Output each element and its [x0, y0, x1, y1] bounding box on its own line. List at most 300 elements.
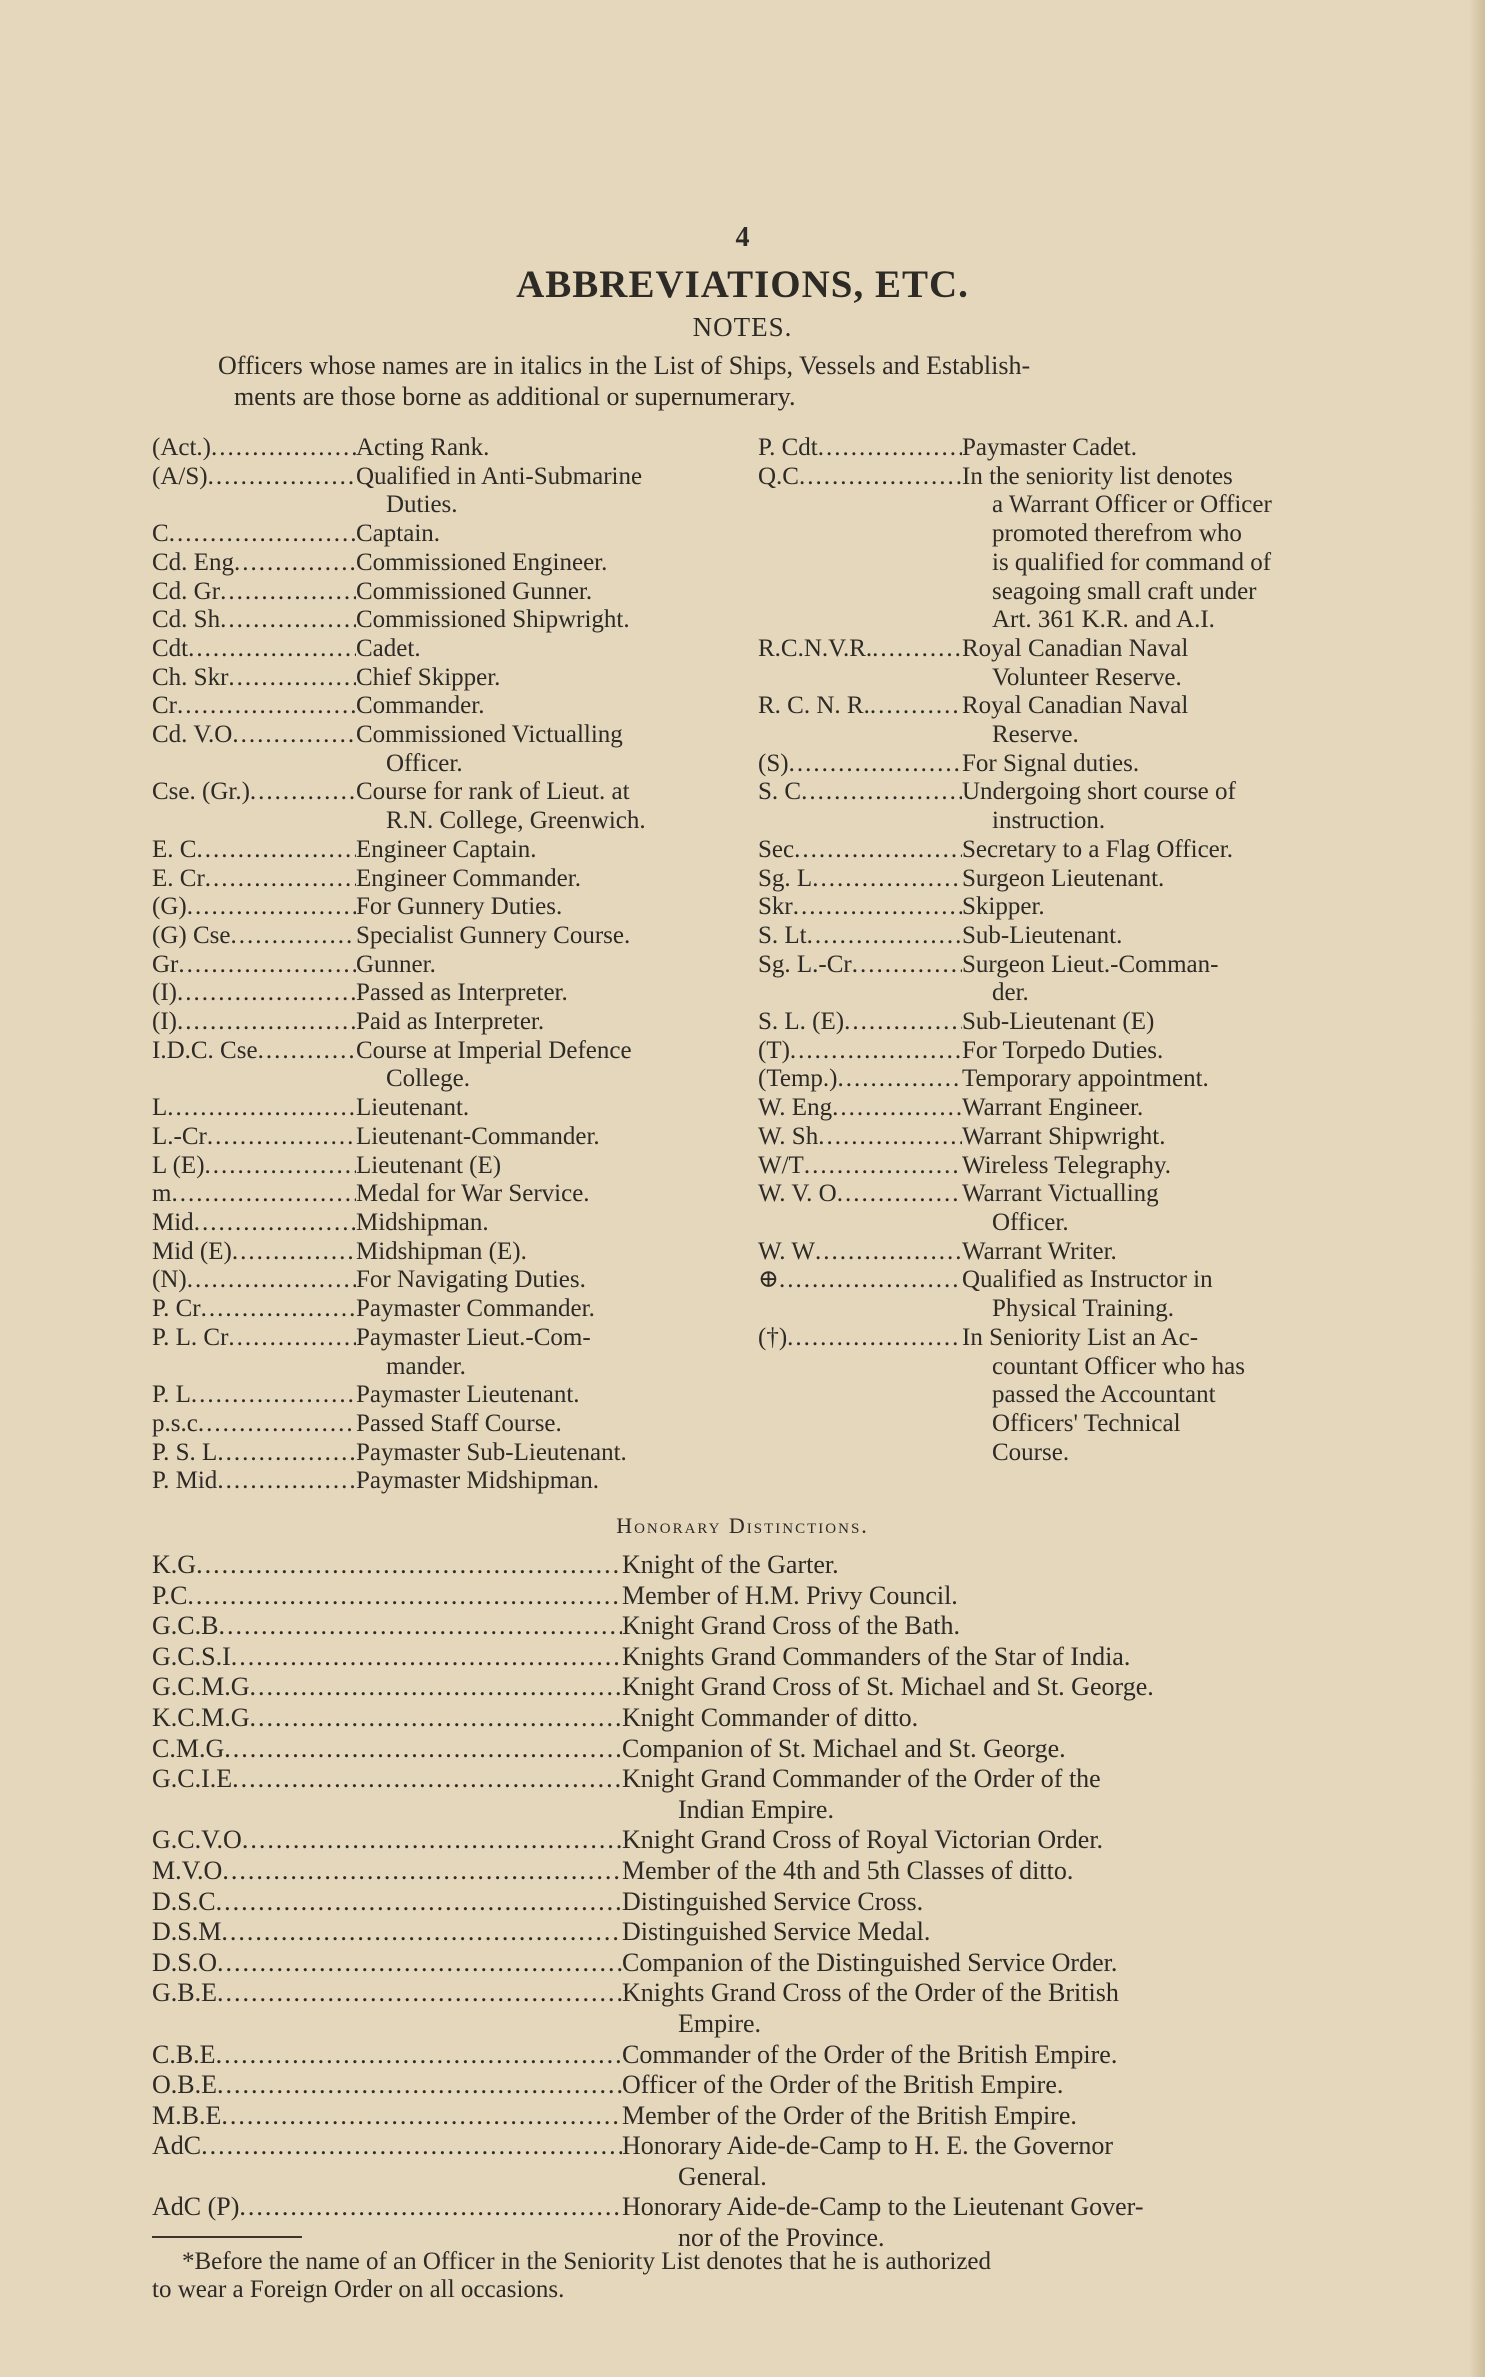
meaning-line: Reserve. [992, 721, 1079, 749]
abbreviation-label: Mid [152, 1208, 194, 1236]
dot-leader [818, 1123, 962, 1152]
dot-leader [250, 778, 356, 807]
abbreviation-label: p.s.c [152, 1409, 198, 1437]
abbreviation-term [758, 692, 962, 721]
abbreviation-label: (G) Cse [152, 921, 231, 949]
abbreviation-entry [152, 2131, 1352, 2192]
meaning-line: For Torpedo Duties. [962, 1036, 1164, 1064]
dot-leader [198, 1410, 356, 1439]
abbreviation-label: (G) [152, 893, 187, 921]
abbreviation-entry [758, 434, 1348, 463]
abbreviation-meaning [962, 1123, 1348, 1152]
abbreviation-label: P. Cdt [758, 434, 818, 461]
abbreviation-term [152, 1703, 622, 1734]
meaning-line: Undergoing short course of [962, 778, 1236, 806]
meaning-line: Knight Grand Cross of the Bath. [622, 1611, 960, 1641]
abbreviation-label: Cd. Gr [152, 577, 221, 605]
abbreviation-meaning [622, 2192, 1352, 2253]
meaning-line: seagoing small craft under [992, 577, 1257, 605]
abbreviation-term [152, 865, 356, 894]
abbreviation-label: S. Lt [758, 921, 807, 949]
meaning-line: Distinguished Service Medal. [622, 1917, 931, 1947]
abbreviation-label: Mid (E) [152, 1237, 232, 1265]
abbreviation-entry [152, 434, 752, 463]
dot-leader [207, 1123, 356, 1152]
dot-leader [187, 1266, 356, 1295]
dot-leader [221, 2101, 622, 2132]
meaning-line: Paymaster Lieut.-Com- [356, 1323, 591, 1351]
meaning-line: Paymaster Sub-Lieutenant. [356, 1438, 627, 1466]
abbreviation-label: Skr [758, 893, 793, 921]
dot-leader [799, 463, 962, 492]
page-title: ABBREVIATIONS, ETC. [516, 263, 969, 306]
abbreviation-label: Cse. (Gr.) [152, 778, 250, 806]
dot-leader [208, 463, 356, 492]
abbreviation-term [758, 1123, 962, 1152]
abbreviation-term [152, 922, 356, 951]
abbreviation-meaning [356, 692, 752, 721]
meaning-line: Member of H.M. Privy Council. [622, 1580, 958, 1610]
abbreviation-entry [758, 463, 1348, 635]
meaning-line: Volunteer Reserve. [992, 663, 1182, 691]
dot-leader [217, 1467, 356, 1496]
abbreviation-term [152, 1887, 622, 1918]
abbreviation-term [152, 2101, 622, 2132]
abbreviation-term [152, 2192, 622, 2223]
abbreviation-label: G.C.M.G [152, 1672, 250, 1702]
meaning-line: Passed Staff Course. [356, 1409, 562, 1437]
dot-leader [177, 979, 356, 1008]
abbreviation-label: Ch. Skr [152, 663, 229, 691]
dot-leader [870, 692, 962, 721]
dot-leader [230, 922, 356, 951]
abbreviation-meaning [622, 2040, 1352, 2071]
meaning-line: Warrant Engineer. [962, 1094, 1144, 1122]
footnote-rule [152, 2236, 302, 2238]
dot-leader [793, 893, 962, 922]
meaning-line: College. [386, 1065, 471, 1093]
dot-leader [801, 778, 962, 807]
abbreviation-meaning [356, 1238, 752, 1267]
dot-leader [218, 1611, 622, 1642]
abbreviation-term [758, 434, 962, 463]
notes-line: Officers whose names are in italics in the List of Ships, Vessels and Establish- [218, 351, 1031, 380]
dot-leader [837, 1065, 962, 1094]
abbreviation-entry [152, 1238, 752, 1267]
abbreviation-term [152, 1238, 356, 1267]
abbreviation-entry [152, 1764, 1352, 1825]
abbreviation-term [152, 1381, 356, 1410]
abbreviation-meaning [622, 1856, 1352, 1887]
abbreviations-left-column [152, 434, 752, 1496]
abbreviation-term [758, 1238, 962, 1267]
meaning-line: In Seniority List an Ac- [962, 1323, 1199, 1351]
abbreviation-term [152, 1734, 622, 1765]
abbreviation-entry [152, 1887, 1352, 1918]
abbreviation-term [152, 721, 356, 750]
meaning-line: Course at Imperial Defence [356, 1036, 632, 1064]
dot-leader [187, 1581, 622, 1612]
meaning-line: Cadet. [356, 634, 421, 662]
dot-leader [217, 2070, 622, 2101]
abbreviation-term [152, 434, 356, 463]
abbreviation-label: Sg. L.-Cr [758, 950, 852, 978]
abbreviation-entry [152, 606, 752, 635]
abbreviation-label: S. C [758, 778, 802, 806]
meaning-line: Temporary appointment. [962, 1065, 1209, 1093]
page-edge [1469, 0, 1485, 2377]
abbreviation-meaning [622, 1764, 1352, 1825]
abbreviation-meaning [962, 778, 1348, 835]
abbreviation-meaning [356, 578, 752, 607]
dot-leader [211, 434, 356, 463]
abbreviation-term [152, 1037, 356, 1066]
abbreviation-label: G.C.V.O [152, 1825, 242, 1855]
abbreviation-label: L (E) [152, 1151, 205, 1179]
abbreviation-term [758, 778, 962, 807]
meaning-line: Knight Grand Commander of the Order of the [622, 1764, 1101, 1794]
abbreviation-entry [152, 1734, 1352, 1765]
abbreviation-meaning [622, 1642, 1352, 1673]
dot-leader [239, 2192, 622, 2223]
abbreviation-meaning [622, 2131, 1352, 2192]
dot-leader [171, 1180, 356, 1209]
dot-leader [224, 1734, 622, 1765]
meaning-line: Duties. [386, 491, 458, 519]
abbreviation-meaning [622, 1978, 1352, 2039]
abbreviation-entry [152, 1180, 752, 1209]
meaning-line: Warrant Victualling [962, 1180, 1159, 1208]
meaning-line: passed the Accountant [992, 1381, 1216, 1409]
dot-leader [217, 1439, 356, 1468]
abbreviation-entry [152, 893, 752, 922]
dot-leader [852, 951, 962, 980]
dot-leader [818, 434, 962, 463]
abbreviation-entry [758, 1180, 1348, 1237]
abbreviation-label: ⊕ [758, 1266, 779, 1294]
meaning-line: Art. 361 K.R. and A.I. [992, 606, 1215, 634]
abbreviation-term [152, 578, 356, 607]
abbreviation-label: (S) [758, 749, 789, 777]
dot-leader [205, 865, 356, 894]
dot-leader [242, 1825, 622, 1856]
abbreviation-term [152, 2040, 622, 2071]
abbreviation-entry [152, 1266, 752, 1295]
abbreviation-entry [758, 1324, 1348, 1468]
abbreviations-right-column [758, 434, 1348, 1467]
abbreviation-term [758, 463, 962, 492]
abbreviation-entry [758, 1094, 1348, 1123]
meaning-line: Acting Rank. [356, 434, 490, 461]
abbreviation-meaning [356, 664, 752, 693]
abbreviation-term [152, 1410, 356, 1439]
dot-leader [787, 1324, 962, 1353]
abbreviation-term [758, 1180, 962, 1209]
dot-leader [789, 750, 962, 779]
abbreviation-entry [758, 1266, 1348, 1323]
abbreviation-entry [152, 2040, 1352, 2071]
abbreviation-term [152, 1642, 622, 1673]
abbreviation-term [152, 549, 356, 578]
dot-leader [232, 721, 356, 750]
meaning-line: Lieutenant (E) [356, 1151, 502, 1179]
abbreviation-meaning [356, 1037, 752, 1094]
abbreviation-label: P.C [152, 1580, 188, 1610]
meaning-line: Midshipman. [356, 1208, 489, 1236]
abbreviation-term [152, 692, 356, 721]
meaning-line: Commissioned Engineer. [356, 548, 608, 576]
abbreviation-label: L [152, 1094, 168, 1122]
abbreviation-label: E. Cr [152, 864, 205, 892]
abbreviation-term [152, 1825, 622, 1856]
abbreviation-label: Sg. L [758, 864, 813, 892]
abbreviation-term [758, 1324, 962, 1353]
meaning-line: Companion of the Distinguished Service Order. [622, 1947, 1118, 1977]
meaning-line: R.N. College, Greenwich. [386, 807, 646, 835]
abbreviation-term [152, 778, 356, 807]
dot-leader [178, 951, 356, 980]
abbreviation-label: P. Cr [152, 1295, 201, 1323]
abbreviation-term [758, 865, 962, 894]
abbreviation-term [152, 1008, 356, 1037]
abbreviation-meaning [962, 1065, 1348, 1094]
abbreviation-label: P. Mid [152, 1467, 218, 1495]
meaning-line: Skipper. [962, 893, 1045, 921]
abbreviation-term [152, 1123, 356, 1152]
abbreviation-meaning [356, 434, 752, 463]
dot-leader [232, 1764, 622, 1795]
meaning-line: Paid as Interpreter. [356, 1008, 545, 1036]
dot-leader [794, 836, 962, 865]
abbreviation-meaning [356, 1324, 752, 1381]
abbreviation-meaning [356, 1381, 752, 1410]
abbreviation-label: W. W [758, 1237, 815, 1265]
abbreviation-term [152, 1266, 356, 1295]
abbreviation-label: Cd. Eng [152, 548, 234, 576]
abbreviation-term [758, 1008, 962, 1037]
abbreviation-entry [152, 721, 752, 778]
abbreviation-label: G.C.S.I [152, 1641, 231, 1671]
abbreviation-term [152, 1324, 356, 1353]
abbreviation-entry [152, 692, 752, 721]
abbreviation-term [152, 1672, 622, 1703]
abbreviation-label: Q.C [758, 462, 799, 490]
abbreviation-meaning [356, 1209, 752, 1238]
dot-leader [187, 893, 356, 922]
abbreviation-term [152, 1209, 356, 1238]
dot-leader [815, 1238, 962, 1267]
abbreviation-label: R.C.N.V.R. [758, 634, 873, 662]
abbreviation-meaning [356, 463, 752, 520]
abbreviation-label: D.S.O [152, 1947, 218, 1977]
abbreviation-label: Cd. V.O [152, 721, 233, 749]
meaning-line: Surgeon Lieut.-Comman- [962, 950, 1219, 978]
abbreviation-label: Gr [152, 950, 179, 978]
dot-leader [804, 1152, 962, 1181]
abbreviation-entry [152, 1295, 752, 1324]
abbreviation-term [152, 979, 356, 1008]
abbreviation-entry [152, 1642, 1352, 1673]
abbreviation-entry [758, 1008, 1348, 1037]
dot-leader [832, 1094, 962, 1123]
abbreviation-entry [152, 520, 752, 549]
abbreviation-label: G.B.E [152, 1978, 217, 2008]
meaning-line: Distinguished Service Cross. [622, 1886, 924, 1916]
meaning-line: Surgeon Lieutenant. [962, 864, 1165, 892]
abbreviation-entry [758, 1123, 1348, 1152]
abbreviation-meaning [962, 951, 1348, 1008]
abbreviation-label: G.C.B [152, 1611, 219, 1641]
meaning-line: Lieutenant-Commander. [356, 1122, 600, 1150]
abbreviation-meaning [962, 865, 1348, 894]
abbreviation-entry [758, 922, 1348, 951]
abbreviation-entry [758, 778, 1348, 835]
abbreviation-entry [152, 1008, 752, 1037]
abbreviation-term [152, 1764, 622, 1795]
abbreviation-label: R. C. N. R. [758, 692, 870, 720]
dot-leader [221, 1917, 622, 1948]
abbreviation-meaning [962, 692, 1348, 749]
abbreviation-meaning [962, 1008, 1348, 1037]
honorary-distinctions-list [152, 1550, 1352, 2254]
meaning-line: Wireless Telegraphy. [962, 1151, 1171, 1179]
meaning-line: Passed as Interpreter. [356, 979, 568, 1007]
dot-leader [201, 1295, 356, 1324]
abbreviation-meaning [356, 778, 752, 835]
abbreviation-term [152, 1180, 356, 1209]
abbreviation-label: Cr [152, 692, 177, 720]
abbreviation-label: Cdt [152, 634, 189, 662]
dot-leader [234, 549, 356, 578]
meaning-line: Midshipman (E). [356, 1237, 527, 1265]
dot-leader [872, 635, 962, 664]
abbreviation-meaning [356, 1094, 752, 1123]
footnote-line: *Before the name of an Officer in the Seniority List denotes that he is authorized [182, 2248, 992, 2275]
meaning-line: Lieutenant. [356, 1094, 470, 1122]
abbreviation-label: AdC [152, 2131, 202, 2161]
dot-leader [779, 1266, 962, 1295]
abbreviation-term [152, 1978, 622, 2009]
page-number: 4 [735, 222, 750, 253]
abbreviation-meaning [356, 1439, 752, 1468]
meaning-line: promoted therefrom who [992, 520, 1242, 548]
abbreviation-entry [152, 1410, 752, 1439]
abbreviation-entry [758, 951, 1348, 1008]
meaning-line: For Navigating Duties. [356, 1266, 586, 1294]
abbreviation-term [152, 1611, 622, 1642]
abbreviation-meaning [962, 463, 1348, 635]
abbreviation-term [758, 1065, 962, 1094]
abbreviation-entry [152, 1152, 752, 1181]
abbreviation-label: C.M.G [152, 1733, 225, 1763]
abbreviation-label: (I) [152, 979, 177, 1007]
dot-leader [231, 1642, 622, 1673]
abbreviation-meaning [356, 951, 752, 980]
meaning-line: Commissioned Victualling [356, 721, 623, 749]
abbreviation-label: m [152, 1180, 172, 1208]
abbreviation-meaning [962, 922, 1348, 951]
abbreviation-label: Cd. Sh [152, 606, 221, 634]
abbreviation-meaning [356, 979, 752, 1008]
dot-leader [220, 606, 356, 635]
abbreviation-entry [152, 1324, 752, 1381]
abbreviation-entry [152, 1381, 752, 1410]
dot-leader [201, 2131, 622, 2162]
abbreviation-label: E. C [152, 835, 197, 863]
abbreviation-entry [152, 951, 752, 980]
dot-leader [258, 1037, 356, 1066]
abbreviation-meaning [356, 549, 752, 578]
abbreviation-label: D.S.M [152, 1917, 222, 1947]
abbreviation-meaning [356, 1266, 752, 1295]
footnote-line: to wear a Foreign Order on all occasions. [152, 2276, 565, 2303]
abbreviation-label: (T) [758, 1036, 790, 1064]
abbreviation-meaning [356, 1410, 752, 1439]
abbreviation-term [152, 1467, 356, 1496]
abbreviation-meaning [356, 1152, 752, 1181]
meaning-line: Secretary to a Flag Officer. [962, 835, 1233, 863]
abbreviation-meaning [962, 1266, 1348, 1323]
dot-leader [177, 1008, 356, 1037]
abbreviation-label: P. L. Cr [152, 1323, 229, 1351]
dot-leader [837, 1180, 962, 1209]
abbreviation-label: (†) [758, 1323, 788, 1351]
abbreviation-term [758, 836, 962, 865]
dot-leader [188, 635, 356, 664]
meaning-line: Paymaster Lieutenant. [356, 1381, 580, 1409]
abbreviation-label: O.B.E [152, 2070, 217, 2100]
abbreviation-meaning [356, 1008, 752, 1037]
meaning-line: Engineer Captain. [356, 835, 537, 863]
abbreviation-label: K.G [152, 1550, 197, 1579]
abbreviation-label: M.V.O [152, 1855, 223, 1885]
meaning-line: Knights Grand Commanders of the Star of India. [622, 1641, 1131, 1671]
abbreviation-entry [758, 1065, 1348, 1094]
abbreviation-meaning [356, 865, 752, 894]
abbreviation-term [152, 1856, 622, 1887]
abbreviation-entry [152, 1611, 1352, 1642]
abbreviation-term [758, 951, 962, 980]
dot-leader [228, 1324, 356, 1353]
meaning-line: Royal Canadian Naval [962, 692, 1189, 720]
abbreviation-meaning [622, 1887, 1352, 1918]
meaning-line: Paymaster Commander. [356, 1295, 595, 1323]
abbreviation-entry [152, 1672, 1352, 1703]
dot-leader [232, 1238, 356, 1267]
abbreviation-entry [758, 1037, 1348, 1066]
abbreviation-entry [152, 1978, 1352, 2039]
abbreviation-label: W. Eng [758, 1094, 833, 1122]
abbreviation-term [152, 1550, 622, 1581]
meaning-line: Royal Canadian Naval [962, 634, 1189, 662]
abbreviation-entry [152, 549, 752, 578]
abbreviation-label: AdC (P) [152, 2192, 240, 2222]
abbreviation-term [758, 1037, 962, 1066]
dot-leader [177, 692, 356, 721]
abbreviation-term [152, 836, 356, 865]
abbreviation-entry [758, 836, 1348, 865]
abbreviation-label: (Temp.) [758, 1065, 838, 1093]
meaning-line: Officer of the Order of the British Empire. [622, 2070, 1064, 2100]
abbreviation-term [152, 635, 356, 664]
meaning-line: For Gunnery Duties. [356, 893, 563, 921]
notes-heading: NOTES. [692, 312, 793, 342]
abbreviation-meaning [622, 1611, 1352, 1642]
abbreviation-entry [152, 1550, 1352, 1581]
abbreviation-meaning [622, 2070, 1352, 2101]
meaning-line: Warrant Shipwright. [962, 1122, 1166, 1150]
abbreviation-meaning [356, 520, 752, 549]
